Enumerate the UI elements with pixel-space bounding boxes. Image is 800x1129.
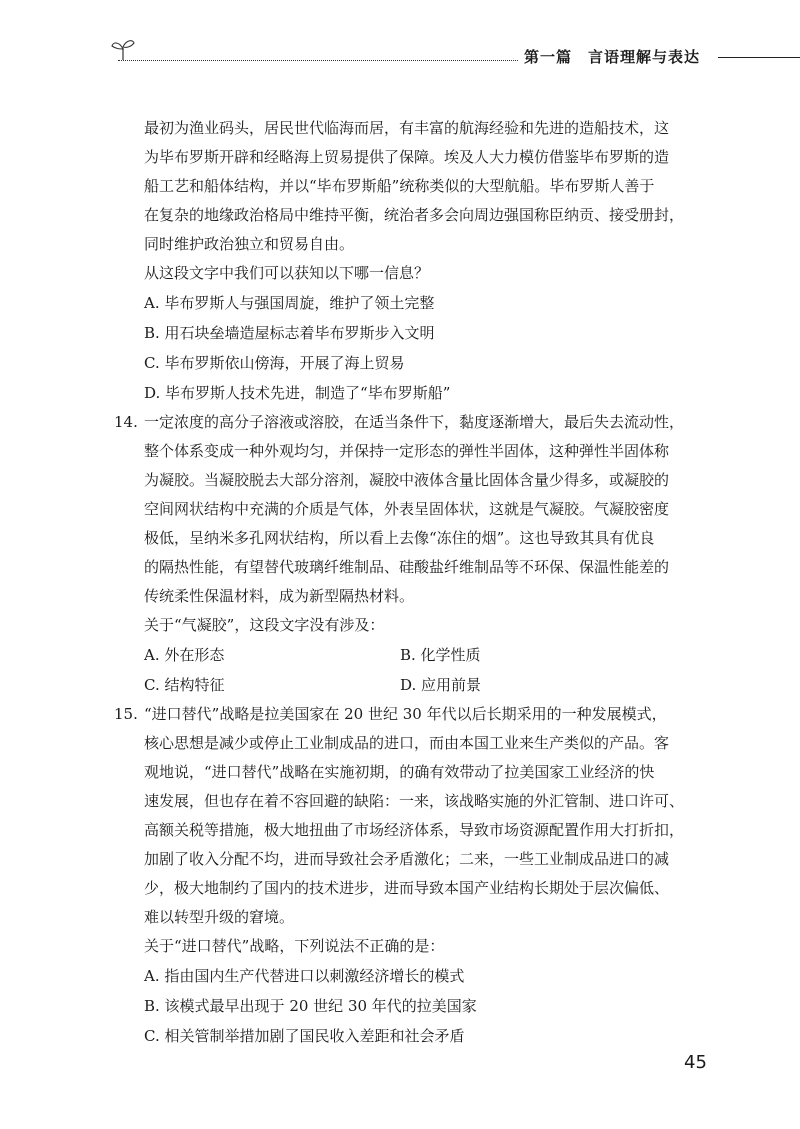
passage-line: 船工艺和船体结构，并以“毕布罗斯船”统称类似的大型航船。毕布罗斯人善于: [144, 177, 655, 195]
passage-line: 速发展，但也存在着不容回避的缺陷：一来，该战略实施的外汇管制、进口许可、: [144, 792, 685, 810]
options-row: [144, 640, 707, 670]
passage-line: 核心思想是减少或停止工业制成品的进口，而由本国工业来生产类似的产品。客: [144, 734, 670, 752]
sprout-icon: [110, 36, 136, 62]
passage-line: 少，极大地制约了国内的技术进步，进而导致本国产业结构长期处于层次偏低、: [144, 879, 670, 897]
page-number: 45: [684, 1052, 707, 1073]
question-15: [112, 700, 707, 961]
option-b: B. 化学性质: [400, 646, 481, 664]
question-number: 15.: [114, 705, 138, 723]
option-d: D. 应用前景: [400, 676, 482, 694]
passage-line: 为凝胶。当凝胶脱去大部分溶剂，凝胶中液体含量比固体含量少得多，或凝胶的: [144, 471, 670, 489]
passage-line: 加剧了收入分配不均，进而导致社会矛盾激化；二来，一些工业制成品进口的减: [144, 850, 670, 868]
passage-line: 传统柔性保温材料，成为新型隔热材料。: [144, 587, 415, 605]
question-number: 14.: [114, 413, 138, 431]
header-dotted-rule: [118, 60, 518, 61]
passage-line: 难以转型升级的窘境。: [144, 908, 295, 926]
passage-line: 高额关税等措施，极大地扭曲了市场经济体系，导致市场资源配置作用大打折扣，: [144, 821, 685, 839]
question-stem: 关于“气凝胶”，这段文字没有涉及：: [144, 616, 385, 634]
option-a: A. 指由国内生产代替进口以刺激经济增长的模式: [144, 967, 465, 985]
passage-line: 极低，呈纳米多孔网状结构，所以看上去像“冻住的烟”。这也导致其具有优良: [144, 529, 655, 547]
options-row: [144, 670, 707, 700]
passage-line: 整个体系变成一种外观均匀，并保持一定形态的弹性半固体，这种弹性半固体称: [144, 442, 670, 460]
passage-line: 最初为渔业码头，居民世代临海而居，有丰富的航海经验和先进的造船技术，这: [144, 119, 670, 137]
section-title: 第一篇 言语理解与表达: [524, 48, 701, 66]
option-c: C. 相关管制举措加剧了国民收入差距和社会矛盾: [144, 1027, 465, 1045]
option-c: C. 结构特征: [144, 676, 225, 694]
option-b: B. 用石块垒墙造屋标志着毕布罗斯步入文明: [144, 324, 435, 342]
passage-13: [112, 114, 707, 408]
page-header: [0, 30, 800, 70]
option-b: B. 该模式最早出现于 20 世纪 30 年代的拉美国家: [144, 997, 477, 1015]
question-stem: 关于“进口替代”战略，下列说法不正确的是：: [144, 937, 445, 955]
passage-line: 的隔热性能，有望替代玻璃纤维制品、硅酸盐纤维制品等不环保、保温性能差的: [144, 558, 670, 576]
passage-line: 同时维护政治独立和贸易自由。: [144, 235, 355, 253]
question-stem: 从这段文字中我们可以获知以下哪一信息？: [144, 264, 430, 282]
header-solid-rule: [718, 57, 800, 58]
passage-line: 为毕布罗斯开辟和经略海上贸易提供了保障。埃及人大力模仿借鉴毕布罗斯的造: [144, 148, 670, 166]
passage-line: 观地说，“进口替代”战略在实施初期，的确有效带动了拉美国家工业经济的快: [144, 763, 655, 781]
question-14: [112, 408, 707, 640]
option-a: A. 外在形态: [144, 646, 225, 664]
passage-line: 一定浓度的高分子溶液或溶胶，在适当条件下，黏度逐渐增大，最后失去流动性，: [144, 413, 685, 431]
passage-line: 空间网状结构中充满的介质是气体，外表呈固体状，这就是气凝胶。气凝胶密度: [144, 500, 670, 518]
option-a: A. 毕布罗斯人与强国周旋，维护了领土完整: [144, 294, 435, 312]
option-c: C. 毕布罗斯依山傍海，开展了海上贸易: [144, 354, 405, 372]
passage-line: “进口替代”战略是拉美国家在 20 世纪 30 年代以后长期采用的一种发展模式，: [144, 705, 667, 723]
option-d: D. 毕布罗斯人技术先进，制造了“毕布罗斯船”: [144, 384, 451, 402]
passage-line: 在复杂的地缘政治格局中维持平衡，统治者多会向周边强国称臣纳贡、接受册封，: [144, 206, 685, 224]
page-body: [112, 114, 707, 1051]
